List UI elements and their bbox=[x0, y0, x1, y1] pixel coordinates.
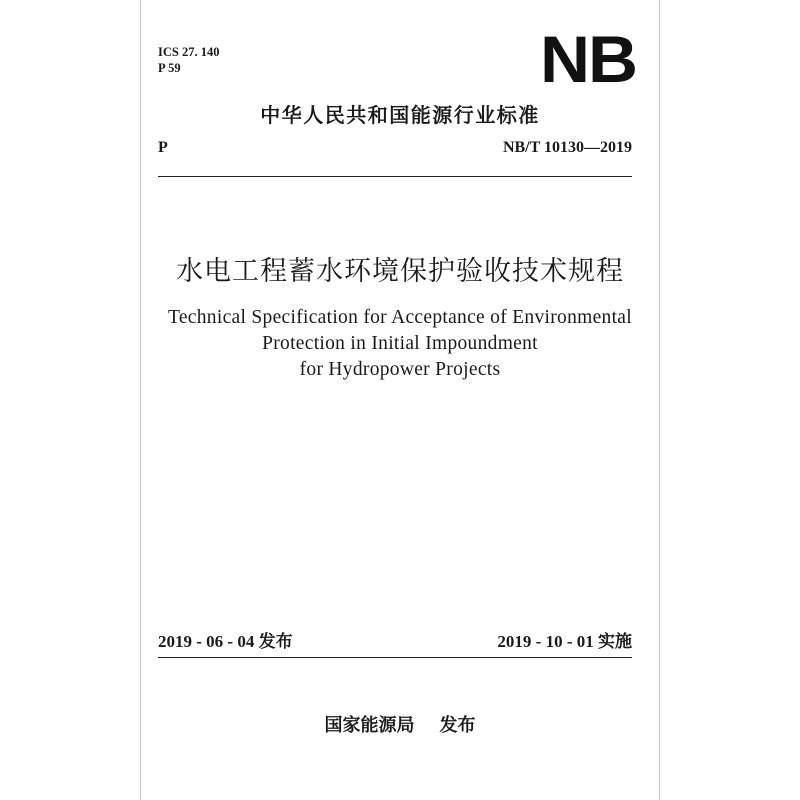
nb-logo: NB bbox=[540, 22, 636, 96]
publisher-action: 发布 bbox=[439, 715, 476, 736]
english-title-line-2: Protection in Initial Impoundment bbox=[262, 333, 538, 354]
ics-code-block bbox=[158, 44, 219, 76]
chinese-title: 水电工程蓄水环境保护验收技术规程 bbox=[176, 256, 624, 287]
ics-code: ICS 27. 140 bbox=[158, 45, 220, 59]
english-title bbox=[140, 305, 660, 383]
industry-standard-title: 中华人民共和国能源行业标准 bbox=[260, 103, 540, 127]
ccs-code: P 59 bbox=[158, 61, 181, 75]
bottom-divider bbox=[158, 657, 632, 658]
classification-letter: P bbox=[158, 139, 168, 156]
implement-date-block bbox=[497, 630, 632, 654]
issue-date: 2019 - 06 - 04 bbox=[158, 632, 255, 651]
top-divider bbox=[158, 176, 632, 177]
publisher-name: 国家能源局 bbox=[324, 715, 415, 736]
implement-label: 实施 bbox=[598, 632, 632, 652]
english-title-line-3: for Hydropower Projects bbox=[299, 359, 501, 380]
issue-date-block bbox=[158, 630, 293, 654]
implement-date: 2019 - 10 - 01 bbox=[497, 632, 594, 651]
standard-number: NB/T 10130—2019 bbox=[502, 139, 632, 156]
publisher-line bbox=[140, 713, 660, 739]
issue-label: 发布 bbox=[258, 632, 293, 652]
english-title-line-1: Technical Specification for Acceptance of Environmental bbox=[168, 307, 632, 328]
